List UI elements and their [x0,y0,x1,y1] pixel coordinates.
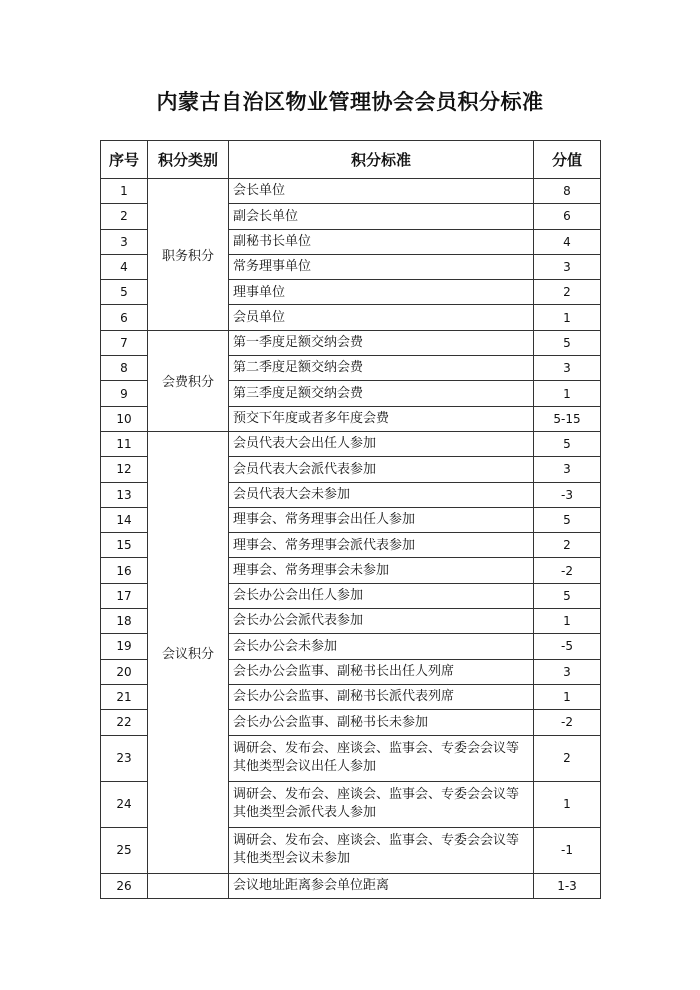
header-score: 分值 [534,141,601,179]
row-standard: 第二季度足额交纳会费 [229,356,534,381]
row-score: 5 [534,583,601,608]
row-score: 1-3 [534,873,601,898]
row-standard: 调研会、发布会、座谈会、监事会、专委会会议等其他类型会派代表人参加 [229,781,534,827]
row-score: -3 [534,482,601,507]
row-score: 5-15 [534,406,601,431]
row-standard: 副秘书长单位 [229,229,534,254]
row-serial: 11 [101,431,148,456]
row-serial: 16 [101,558,148,583]
row-standard: 会长单位 [229,179,534,204]
row-score: 5 [534,330,601,355]
row-standard: 会长办公会监事、副秘书长派代表列席 [229,684,534,709]
row-score: 1 [534,684,601,709]
row-score: 2 [534,533,601,558]
category-cell: 会费积分 [148,330,229,431]
points-standard-table [100,140,601,899]
row-serial: 19 [101,634,148,659]
row-serial: 6 [101,305,148,330]
row-score: 8 [534,179,601,204]
row-score: 4 [534,229,601,254]
row-serial: 9 [101,381,148,406]
row-score: 2 [534,280,601,305]
row-standard: 会员代表大会派代表参加 [229,457,534,482]
table-row [101,179,601,204]
row-standard: 会议地址距离参会单位距离 [229,873,534,898]
row-score: 2 [534,735,601,781]
row-serial: 21 [101,684,148,709]
row-score: 1 [534,609,601,634]
row-standard: 理事单位 [229,280,534,305]
row-standard: 常务理事单位 [229,254,534,279]
header-serial: 序号 [101,141,148,179]
row-standard: 会员单位 [229,305,534,330]
row-standard: 理事会、常务理事会出任人参加 [229,507,534,532]
row-serial: 23 [101,735,148,781]
row-serial: 17 [101,583,148,608]
header-standard: 积分标准 [229,141,534,179]
row-serial: 14 [101,507,148,532]
row-standard: 第三季度足额交纳会费 [229,381,534,406]
table-header-row [101,141,601,179]
row-standard: 会员代表大会未参加 [229,482,534,507]
row-serial: 8 [101,356,148,381]
row-standard: 调研会、发布会、座谈会、监事会、专委会会议等其他类型会议出任人参加 [229,735,534,781]
row-serial: 2 [101,204,148,229]
row-standard: 理事会、常务理事会派代表参加 [229,533,534,558]
row-serial: 24 [101,781,148,827]
row-serial: 3 [101,229,148,254]
row-score: -2 [534,710,601,735]
row-score: 6 [534,204,601,229]
row-standard: 会长办公会出任人参加 [229,583,534,608]
row-score: -5 [534,634,601,659]
row-score: -1 [534,827,601,873]
row-standard: 会长办公会未参加 [229,634,534,659]
row-serial: 12 [101,457,148,482]
row-score: 3 [534,659,601,684]
row-standard: 会员代表大会出任人参加 [229,431,534,456]
row-standard: 调研会、发布会、座谈会、监事会、专委会会议等其他类型会议未参加 [229,827,534,873]
row-standard: 预交下年度或者多年度会费 [229,406,534,431]
row-score: 1 [534,381,601,406]
table-body [101,179,601,899]
row-serial: 22 [101,710,148,735]
row-serial: 25 [101,827,148,873]
row-serial: 5 [101,280,148,305]
row-score: 3 [534,457,601,482]
row-score: 1 [534,781,601,827]
row-standard: 会长办公会监事、副秘书长出任人列席 [229,659,534,684]
category-cell [148,873,229,898]
row-serial: 4 [101,254,148,279]
row-serial: 18 [101,609,148,634]
table-row [101,873,601,898]
row-score: -2 [534,558,601,583]
row-score: 5 [534,431,601,456]
category-cell: 职务积分 [148,179,229,331]
table-row [101,330,601,355]
row-standard: 副会长单位 [229,204,534,229]
category-cell: 会议积分 [148,431,229,873]
row-score: 5 [534,507,601,532]
row-standard: 理事会、常务理事会未参加 [229,558,534,583]
row-serial: 7 [101,330,148,355]
row-serial: 20 [101,659,148,684]
header-category: 积分类别 [148,141,229,179]
row-score: 3 [534,356,601,381]
row-serial: 15 [101,533,148,558]
row-serial: 26 [101,873,148,898]
row-standard: 会长办公会监事、副秘书长未参加 [229,710,534,735]
row-serial: 10 [101,406,148,431]
row-standard: 第一季度足额交纳会费 [229,330,534,355]
row-serial: 13 [101,482,148,507]
row-score: 3 [534,254,601,279]
table-row [101,431,601,456]
row-standard: 会长办公会派代表参加 [229,609,534,634]
row-score: 1 [534,305,601,330]
page-title: 内蒙古自治区物业管理协会会员积分标准 [156,90,544,114]
row-serial: 1 [101,179,148,204]
